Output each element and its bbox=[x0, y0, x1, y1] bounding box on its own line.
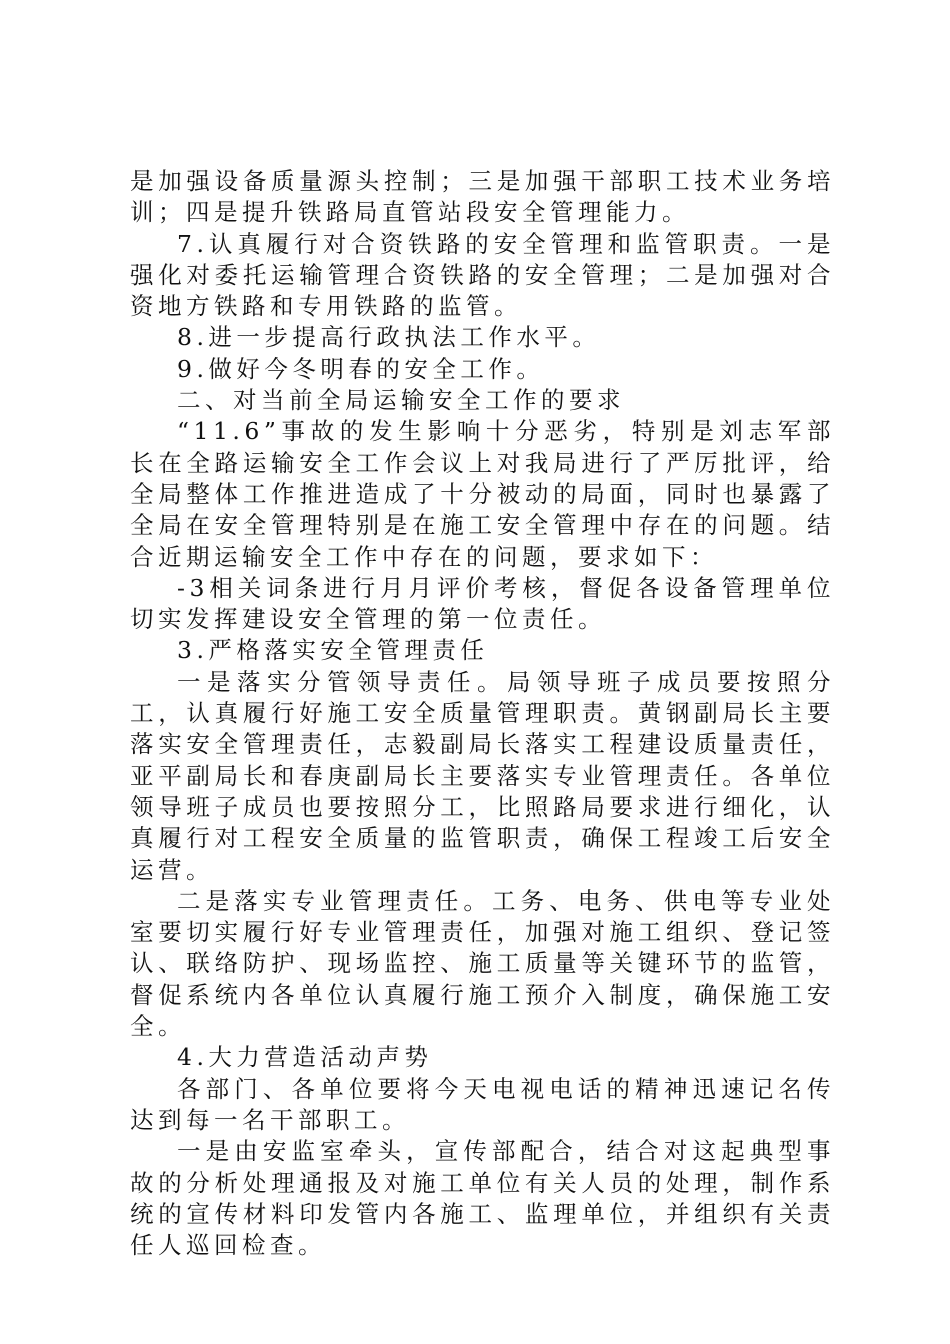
paragraph-9: 一是落实分管领导责任。局领导班子成员要按照分工，认真履行好施工安全质量管理职责。黄钢副局长主要落实安全管理责任，志毅副局长落实工程建设质量责任，亚平副局长和春庚副局长主要落实专业管理责任。各单位领导班子成员也要按照分工，比照路局要求进行细化，认真履行对工程安全质量的监管职责，确保工程竣工后安全运营。 bbox=[130, 667, 835, 884]
paragraph-6: “11.6”事故的发生影响十分恶劣，特别是刘志军部长在全路运输安全工作会议上对我局进行了严厉批评，给全局整体工作推进造成了十分被动的局面，同时也暴露了全局在安全管理特别是在施工安全管理中存在的问题。结合近期运输安全工作中存在的问题，要求如下： bbox=[130, 417, 835, 571]
subheading-4: 4.大力营造活动声势 bbox=[177, 1043, 433, 1072]
subheading-3: 3.严格落实安全管理责任 bbox=[177, 636, 489, 665]
section-heading: 二、对当前全局运输安全工作的要求 bbox=[177, 386, 625, 415]
paragraph-7: -3相关词条进行月月评价考核，督促各设备管理单位切实发挥建设安全管理的第一位责任。 bbox=[130, 573, 835, 634]
paragraph-13: 一是由安监室牵头，宣传部配合，结合对这起典型事故的分析处理通报及对施工单位有关人员的处理，制作系统的宣传材料印发管内各施工、监理单位，并组织有关责任人巡回检查。 bbox=[130, 1137, 835, 1260]
document-body bbox=[130, 166, 835, 1261]
paragraph-3: 8.进一步提高行政执法工作水平。 bbox=[177, 323, 601, 352]
paragraph-12: 各部门、各单位要将今天电视电话的精神迅速记名传达到每一名干部职工。 bbox=[130, 1074, 835, 1134]
paragraph-10: 二是落实专业管理责任。工务、电务、供电等专业处室要切实履行好专业管理责任，加强对施工组织、登记签认、联络防护、现场监控、施工质量等关键环节的监管，督促系统内各单位认真履行施工预介入制度，确保施工安全。 bbox=[130, 886, 835, 1041]
paragraph-4: 9.做好今冬明春的安全工作。 bbox=[177, 354, 545, 383]
paragraph-1: 是加强设备质量源头控制；三是加强干部职工技术业务培训；四是提升铁路局直管站段安全管理能力。 bbox=[130, 167, 835, 227]
paragraph-2: 7.认真履行对合资铁路的安全管理和监管职责。一是强化对委托运输管理合资铁路的安全管理；二是加强对合资地方铁路和专用铁路的监管。 bbox=[130, 229, 835, 321]
